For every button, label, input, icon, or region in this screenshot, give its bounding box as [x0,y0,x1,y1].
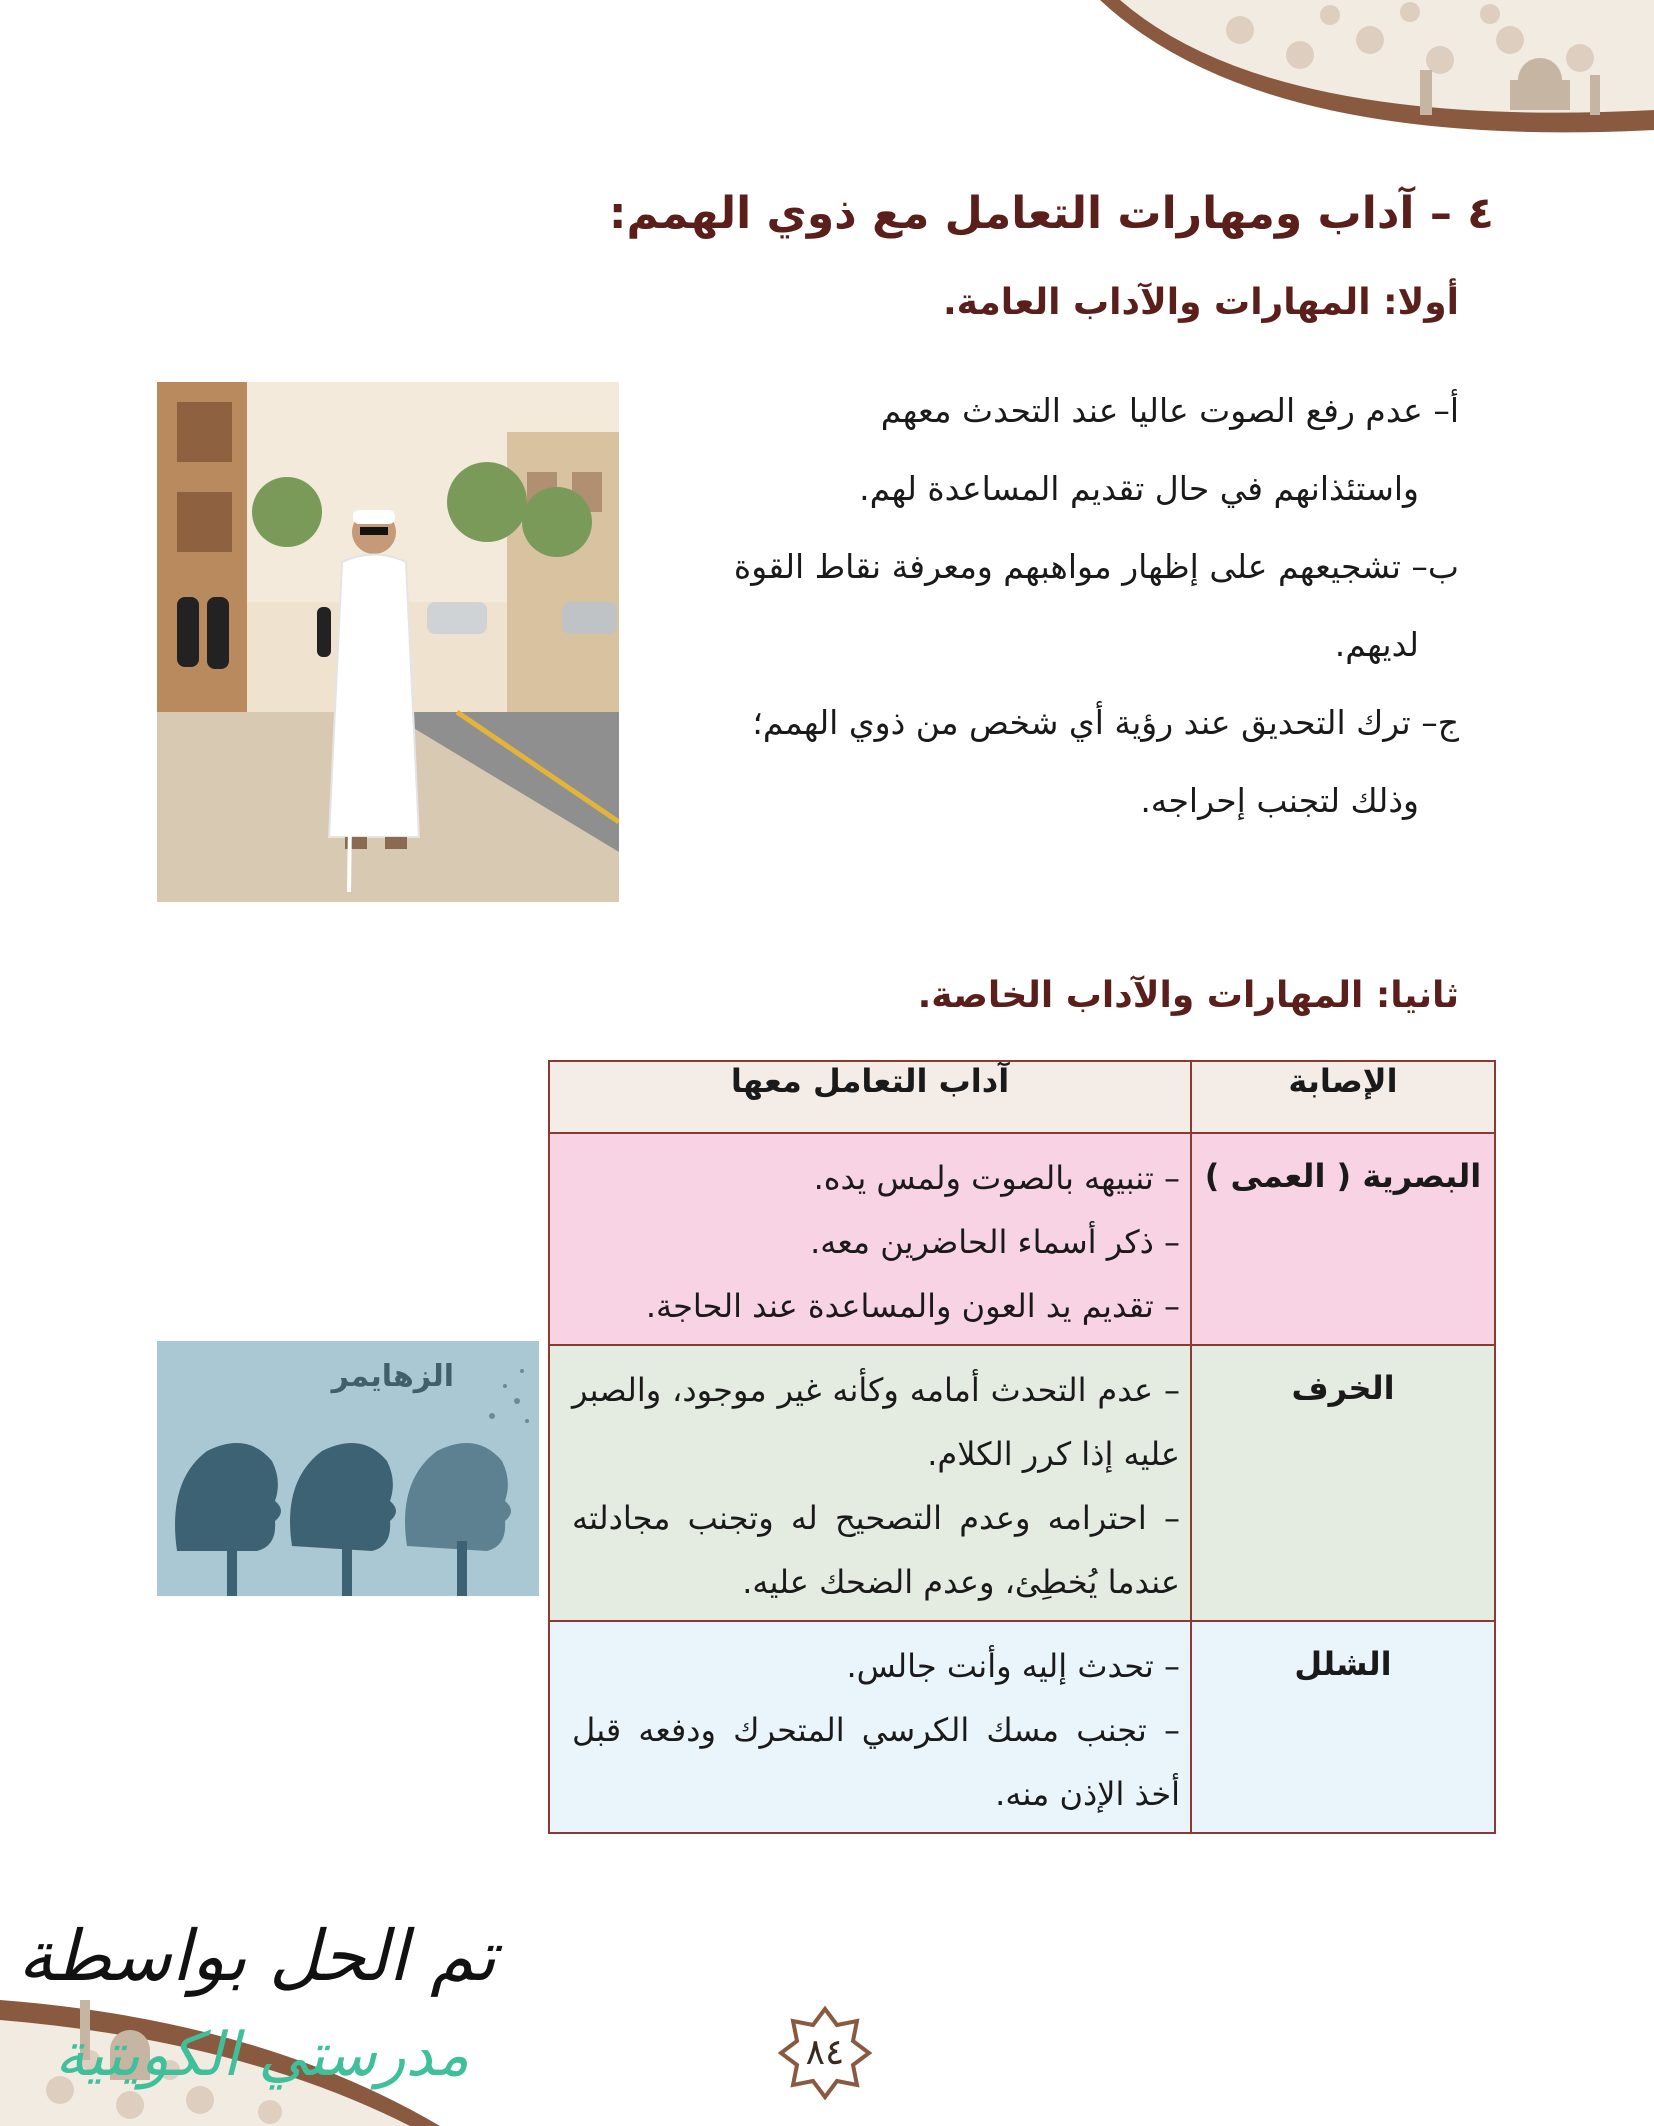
man-with-cane-illustration [157,382,619,902]
list-item: ب– تشجيعهم على إظهار مواهبهم ومعرفة نقاط القوة [733,547,1459,586]
table-row [549,1133,1495,1345]
signature-line1: تم الحل بواسطة [18,1915,497,1997]
etiquette-line: – تجنب مسك الكرسي المتحرك ودفعه قبل أخذ الإذن منه. [572,1711,1180,1813]
section1-title: أولا: المهارات والآداب العامة. [942,282,1459,323]
page-title: ٤ – آداب ومهارات التعامل مع ذوي الهمم: [608,188,1494,239]
etiquette-cell [549,1345,1191,1621]
top-decoration [1080,0,1654,175]
list-item-continuation: لديهم. [1334,625,1419,664]
etiquette-line: – تقديم يد العون والمساعدة عند الحاجة. [645,1287,1180,1325]
etiquette-line: – تحدث إليه وأنت جالس. [846,1647,1180,1685]
image-caption: الزهايمر [331,1359,454,1394]
list-item-continuation: واستئذانهم في حال تقديم المساعدة لهم. [859,469,1419,508]
list-item: أ– عدم رفع الصوت عاليا عند التحدث معهم [880,391,1459,430]
injury-cell: الشلل [1191,1621,1495,1833]
general-skills-list [659,372,1459,840]
etiquette-cell [549,1621,1191,1833]
alzheimer-image [157,1341,539,1596]
table-header-row [549,1061,1495,1133]
etiquette-line: – تنبيهه بالصوت ولمس يده. [813,1159,1180,1197]
etiquette-cell [549,1133,1191,1345]
etiquette-line: – احترامه وعدم التصحيح له وتجنب مجادلته عندما يُخطِئ، وعدم الضحك عليه. [572,1499,1180,1601]
table-row [549,1621,1495,1833]
injury-cell: الخرف [1191,1345,1495,1621]
list-item-continuation: وذلك لتجنب إحراجه. [1140,781,1419,820]
header-etiquette: آداب التعامل معها [549,1061,1191,1133]
section2-title: ثانيا: المهارات والآداب الخاصة. [917,975,1459,1016]
injury-cell: البصرية ( العمى ) [1191,1133,1495,1345]
list-item: ج– ترك التحديق عند رؤية أي شخص من ذوي الهمم؛ [752,703,1459,742]
page-number-badge [777,2005,873,2101]
etiquette-line: – ذكر أسماء الحاضرين معه. [810,1223,1180,1261]
special-skills-table [548,1060,1496,1834]
page-number: ٨٤ [805,2032,845,2073]
header-injury: الإصابة [1191,1061,1495,1133]
etiquette-line: – عدم التحدث أمامه وكأنه غير موجود، والصبر عليه إذا كرر الكلام. [572,1371,1180,1473]
street-photo [157,382,619,902]
table-row [549,1345,1495,1621]
signature-line2: مدرستي الكويتية [55,2020,470,2090]
